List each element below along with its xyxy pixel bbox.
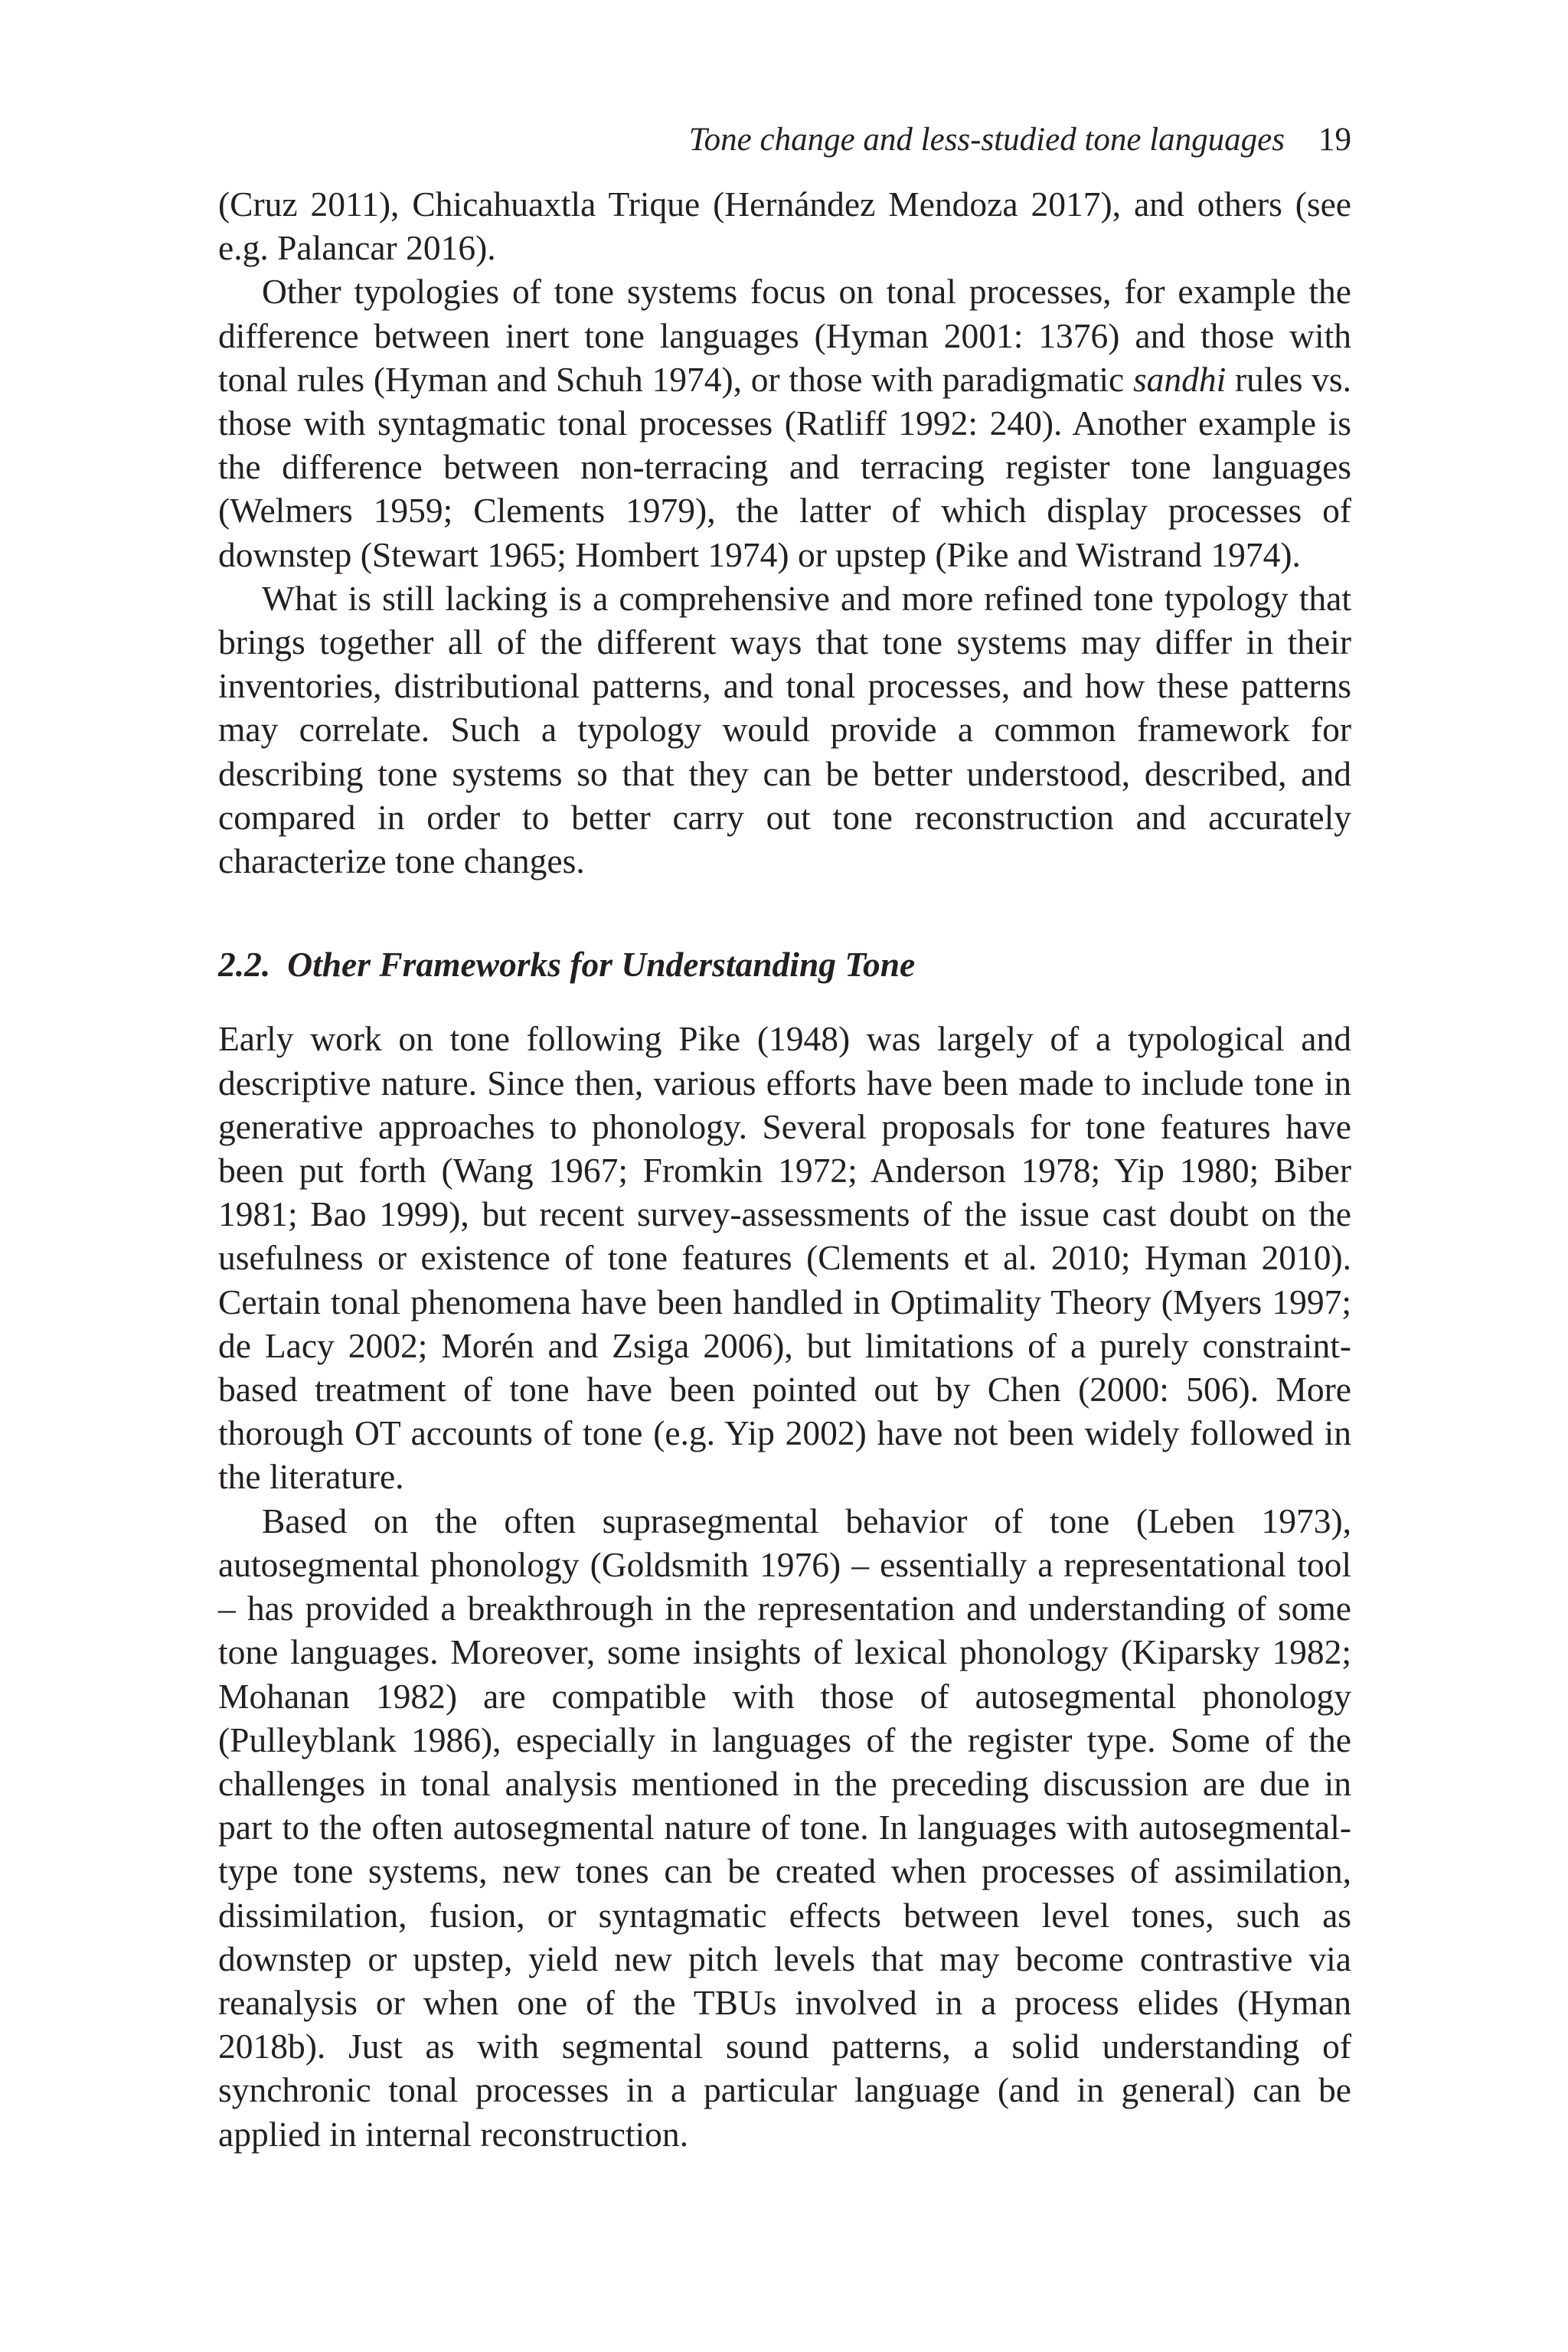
running-head (218, 121, 1351, 167)
italic-term-sandhi: sandhi (1132, 359, 1227, 399)
paragraph-continued: (Cruz 2011), Chicahuaxtla Trique (Hernández Mendoza 2017), and others (see e.g. Palancar 2016). (218, 185, 1351, 268)
running-title: Tone change and less-studied tone languages (688, 122, 1285, 158)
paragraph-text: rules vs. those with syntagmatic tonal processes (Ratliff 1992: 240). Another example is the difference between non-terracing and terracing register tone languages (Welmers 1959; Clements 1979), the latter of which display processes of downstep (Stewart 1965; Hombert 1974) or upstep (Pike and Wistrand 1974). (218, 359, 1351, 574)
paragraph-text: Other typologies of tone systems focus on tonal processes, for example the difference between inert tone languages (Hyman 2001: 1376) and those with tonal rules (Hyman and Schuh 1974), or those with paradigmatic (218, 272, 1351, 399)
paragraph-lacking-typology: What is still lacking is a comprehensive and more refined tone typology that brings together all of the different ways that tone systems may differ in their inventories, distributional patterns, and tonal processes, and how these patterns may correlate. Such a typology would provide a common framework for describing tone systems so that they can be better understood, described, and compared in order to better carry out tone reconstruction and accurately characterize tone changes. (218, 578, 1351, 881)
section-heading (218, 942, 1351, 986)
paragraph-typologies (218, 270, 1351, 576)
section-number: 2.2. (218, 945, 271, 985)
body-text (218, 182, 1351, 2156)
paragraph-autosegmental: Based on the often suprasegmental behavior of tone (Leben 1973), autosegmental phonology (Goldsmith 1976) – essentially a representational tool – has provided a breakthrough in the representation and understanding of some tone languages. Moreover, some insights of lexical phonology (Kiparsky 1982; Mohanan 1982) are compatible with those of autosegmental phonology (Pulleyblank 1986), especially in languages of the register type. Some of the challenges in tonal analysis mentioned in the preceding discussion are due in part to the often autosegmental nature of tone. In languages with autosegmental-type tone systems, new tones can be created when processes of assimilation, dissimilation, fusion, or syntagmatic effects between level tones, such as downstep or upstep, yield new pitch levels that may become contrastive via reanalysis or when one of the TBUs involved in a process elides (Hyman 2018b). Just as with segmental sound patterns, a solid understanding of synchronic tonal processes in a particular language (and in general) can be applied in internal reconstruction. (218, 1501, 1351, 2154)
paragraph-early-work: Early work on tone following Pike (1948) was largely of a typological and descriptive nature. Since then, various efforts have been made to include tone in generative approaches to phonology. Several proposals for tone features have been put forth (Wang 1967; Fromkin 1972; Anderson 1978; Yip 1980; Biber 1981; Bao 1999), but recent survey-assessments of the issue cast doubt on the usefulness or existence of tone features (Clements et al. 2010; Hyman 2010). Certain tonal phenomena have been handled in Optimality Theory (Myers 1997; de Lacy 2002; Morén and Zsiga 2006), but limitations of a purely constraint-based treatment of tone have been pointed out by Chen (2000: 506). More thorough OT accounts of tone (e.g. Yip 2002) have not been widely followed in the literature. (218, 1019, 1351, 1497)
page-number: 19 (1318, 122, 1351, 158)
section-title: Other Frameworks for Understanding Tone (287, 945, 916, 985)
